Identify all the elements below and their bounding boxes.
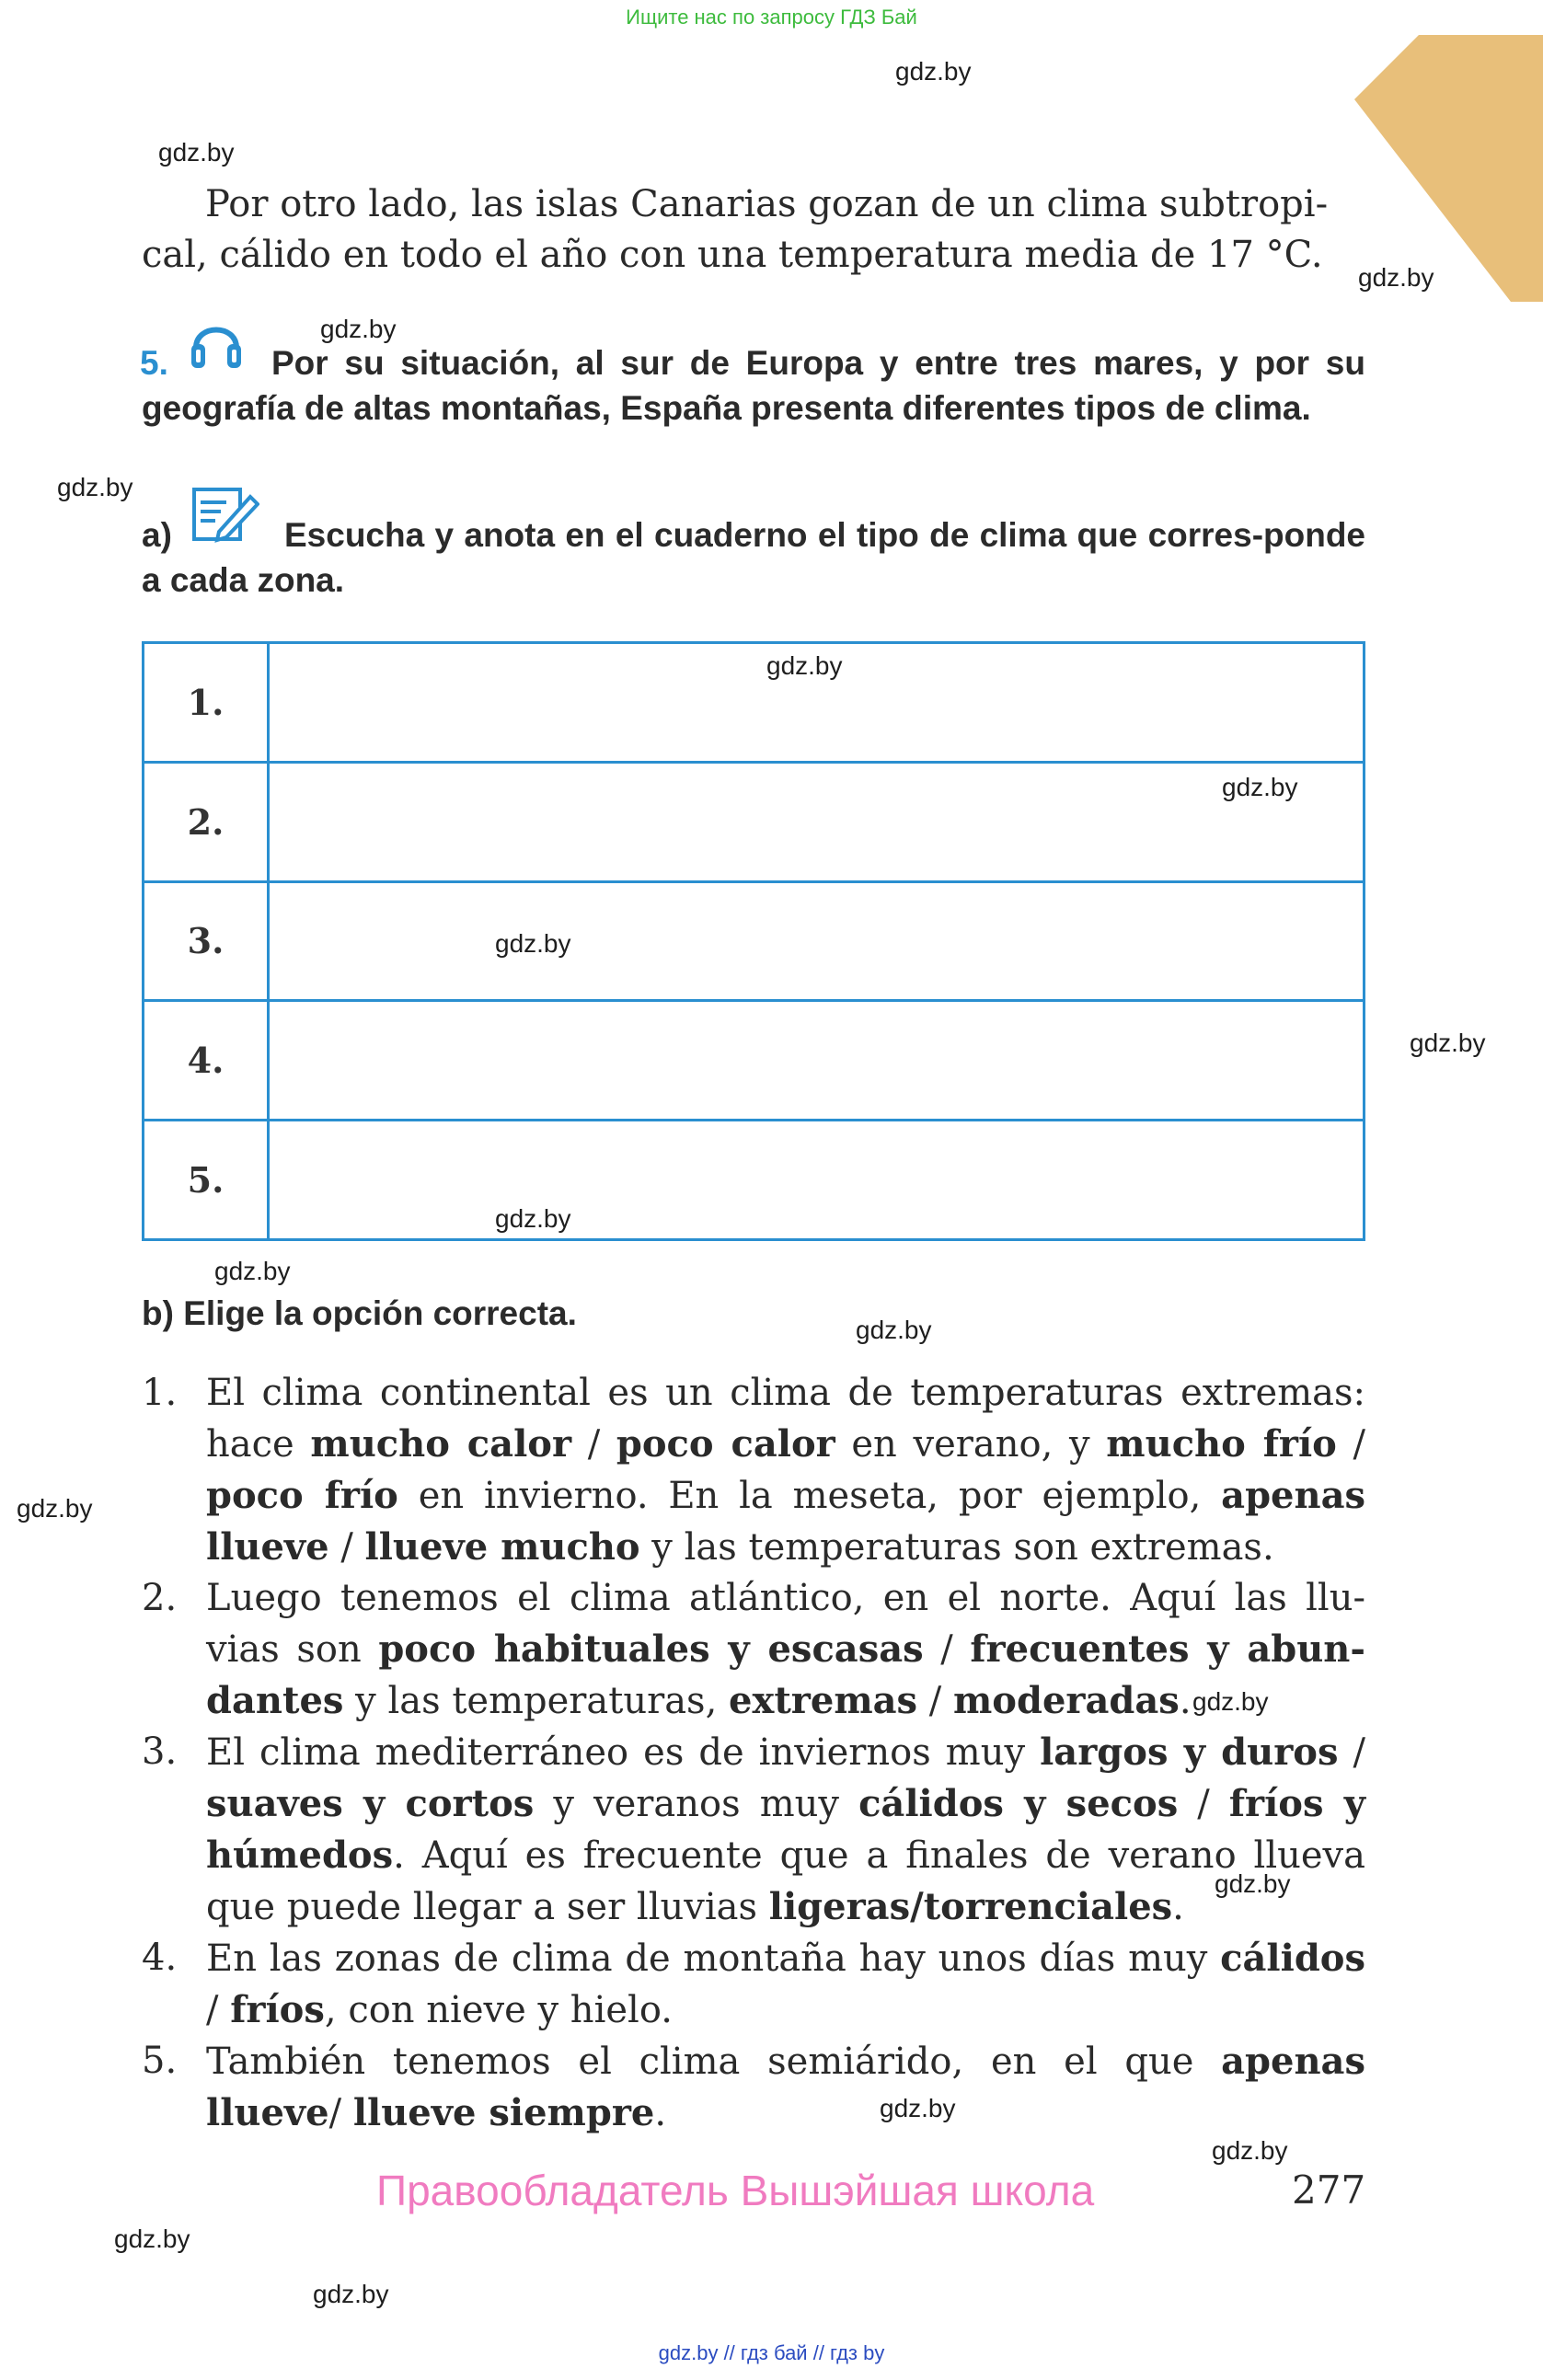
option-item: [142, 1933, 1365, 2036]
table-row: [144, 881, 1365, 1001]
watermark: gdz.by: [1212, 2136, 1288, 2165]
watermark: gdz.by: [1215, 1869, 1291, 1898]
choice-option[interactable]: llueve mucho: [364, 1525, 640, 1569]
table-row: [144, 1001, 1365, 1121]
choice-option[interactable]: frecuentes y abun-dantes: [206, 1627, 1365, 1722]
top-banner[interactable]: Ищите нас по запросу ГДЗ Бай: [626, 6, 917, 29]
option-text: Luego tenemos el clima atlántico, en el norte. Aquí las llu-vias son: [206, 1577, 1365, 1671]
option-text: /: [923, 1628, 971, 1671]
option-text: /: [1178, 1783, 1229, 1825]
answer-cell[interactable]: [269, 643, 1365, 763]
choice-option[interactable]: fríos: [230, 1988, 325, 2031]
choice-option[interactable]: suaves y cortos: [206, 1782, 535, 1825]
option-text: En las zonas de clima de montaña hay unos días muy: [206, 1937, 1221, 1980]
option-number: 5.: [142, 2040, 178, 2082]
choice-option[interactable]: poco calor: [616, 1422, 835, 1466]
option-item: [142, 1573, 1365, 1727]
option-text: /: [328, 1526, 365, 1569]
watermark: gdz.by: [114, 2225, 190, 2253]
intro-line-1: Por otro lado, las islas Canarias gozan de un clima subtropi-: [205, 183, 1329, 225]
option-text: /: [917, 1680, 953, 1722]
option-text: en verano, y: [835, 1423, 1107, 1466]
choice-option[interactable]: apenas llueve: [206, 1474, 1366, 1569]
answer-cell[interactable]: [269, 1121, 1365, 1240]
option-text: El clima continental es un clima de temperaturas extremas: hace: [206, 1372, 1365, 1466]
watermark: gdz.by: [766, 651, 843, 680]
option-text: y las temperaturas son extremas.: [639, 1526, 1274, 1569]
watermark: gdz.by: [57, 473, 133, 501]
watermark: gdz.by: [495, 929, 571, 958]
table-row: [144, 1121, 1365, 1240]
choice-option[interactable]: llueve siempre: [352, 2091, 655, 2134]
option-text: /: [206, 1989, 231, 2031]
option-number: 1.: [142, 1372, 178, 1414]
page-number: 277: [1292, 2167, 1366, 2213]
exercise-intro: Por su situación, al sur de Europa y entre tres mares, y por su geografía de altas montañas, España presenta diferentes tipos de clima.: [142, 344, 1365, 427]
watermark: gdz.by: [880, 2094, 956, 2122]
option-text: .: [1179, 1680, 1192, 1722]
intro-paragraph: [142, 179, 1365, 281]
option-text: /: [571, 1423, 616, 1466]
choice-option[interactable]: mucho frío: [1106, 1422, 1337, 1466]
watermark: gdz.by: [320, 315, 397, 343]
option-text: . Aquí es frecuente que a finales de verano llueva que puede llegar a ser lluvias: [206, 1834, 1365, 1928]
part-a-label: a): [142, 516, 172, 554]
answer-cell[interactable]: [269, 881, 1365, 1001]
option-text: en invierno. En la meseta, por ejemplo,: [397, 1475, 1222, 1517]
option-text: .: [1172, 1886, 1184, 1928]
option-text: /: [1338, 1731, 1365, 1774]
watermark: gdz.by: [1222, 773, 1298, 801]
choice-option[interactable]: cálidos: [1220, 1937, 1365, 1980]
answer-cell[interactable]: [269, 762, 1365, 881]
option-text: y veranos muy: [534, 1783, 859, 1825]
choice-option[interactable]: apenas llueve: [206, 2040, 1365, 2134]
answer-cell[interactable]: [269, 1001, 1365, 1121]
choice-option[interactable]: poco habituales y escasas: [378, 1627, 924, 1671]
options-list: [142, 1368, 1365, 2139]
option-text: .: [654, 2092, 667, 2134]
exercise-number: 5.: [140, 344, 168, 382]
option-text: , con nieve y hielo.: [324, 1989, 673, 2031]
option-text: También tenemos el clima semiárido, en el que: [206, 2041, 1222, 2083]
option-number: 3.: [142, 1730, 178, 1773]
watermark: gdz.by: [895, 57, 972, 86]
watermark: gdz.by: [158, 138, 235, 167]
choice-option[interactable]: poco frío: [206, 1474, 398, 1517]
row-number: 3.: [144, 881, 269, 1001]
row-number: 2.: [144, 762, 269, 881]
part-a-instruction: Escucha y anota en el cuaderno el tipo de clima que corres-ponde a cada zona.: [142, 516, 1365, 599]
option-item: [142, 1727, 1365, 1933]
watermark: gdz.by: [856, 1316, 932, 1344]
option-text: El clima mediterráneo es de inviernos muy: [206, 1731, 1041, 1774]
choice-option[interactable]: largos y duros: [1040, 1730, 1339, 1774]
row-number: 4.: [144, 1001, 269, 1121]
choice-option[interactable]: mucho calor: [310, 1422, 572, 1466]
intro-line-2: cal, cálido en todo el año con una temperatura media de 17 °C.: [142, 234, 1323, 276]
option-number: 4.: [142, 1937, 178, 1979]
watermark: gdz.by: [1358, 263, 1434, 292]
watermark: gdz.by: [313, 2280, 389, 2308]
option-item: [142, 2036, 1365, 2139]
choice-option[interactable]: moderadas: [952, 1679, 1180, 1722]
option-text: /: [1336, 1423, 1366, 1466]
bottom-links[interactable]: gdz.by // гдз бай // гдз by: [658, 2341, 885, 2364]
option-item: [142, 1368, 1365, 1573]
row-number: 5.: [144, 1121, 269, 1240]
option-text: /: [328, 2092, 353, 2134]
option-number: 2.: [142, 1577, 178, 1619]
rights-holder: Правообладатель Вышэйшая школа: [376, 2167, 1095, 2214]
option-text: y las temperaturas,: [343, 1680, 730, 1722]
watermark: gdz.by: [17, 1494, 93, 1523]
part-b-title: b) Elige la opción correcta.: [142, 1294, 577, 1332]
table-row: [144, 762, 1365, 881]
choice-option[interactable]: ligeras/torrenciales: [768, 1885, 1173, 1928]
row-number: 1.: [144, 643, 269, 763]
choice-option[interactable]: cálidos y secos: [858, 1782, 1179, 1825]
table-row: [144, 643, 1365, 763]
choice-option[interactable]: fríos y húmedos: [206, 1782, 1366, 1877]
watermark: gdz.by: [1410, 1029, 1486, 1057]
watermark: gdz.by: [1192, 1687, 1269, 1716]
watermark: gdz.by: [214, 1257, 291, 1285]
watermark: gdz.by: [495, 1204, 571, 1233]
choice-option[interactable]: extremas: [729, 1679, 918, 1722]
answer-table: [142, 641, 1365, 1241]
